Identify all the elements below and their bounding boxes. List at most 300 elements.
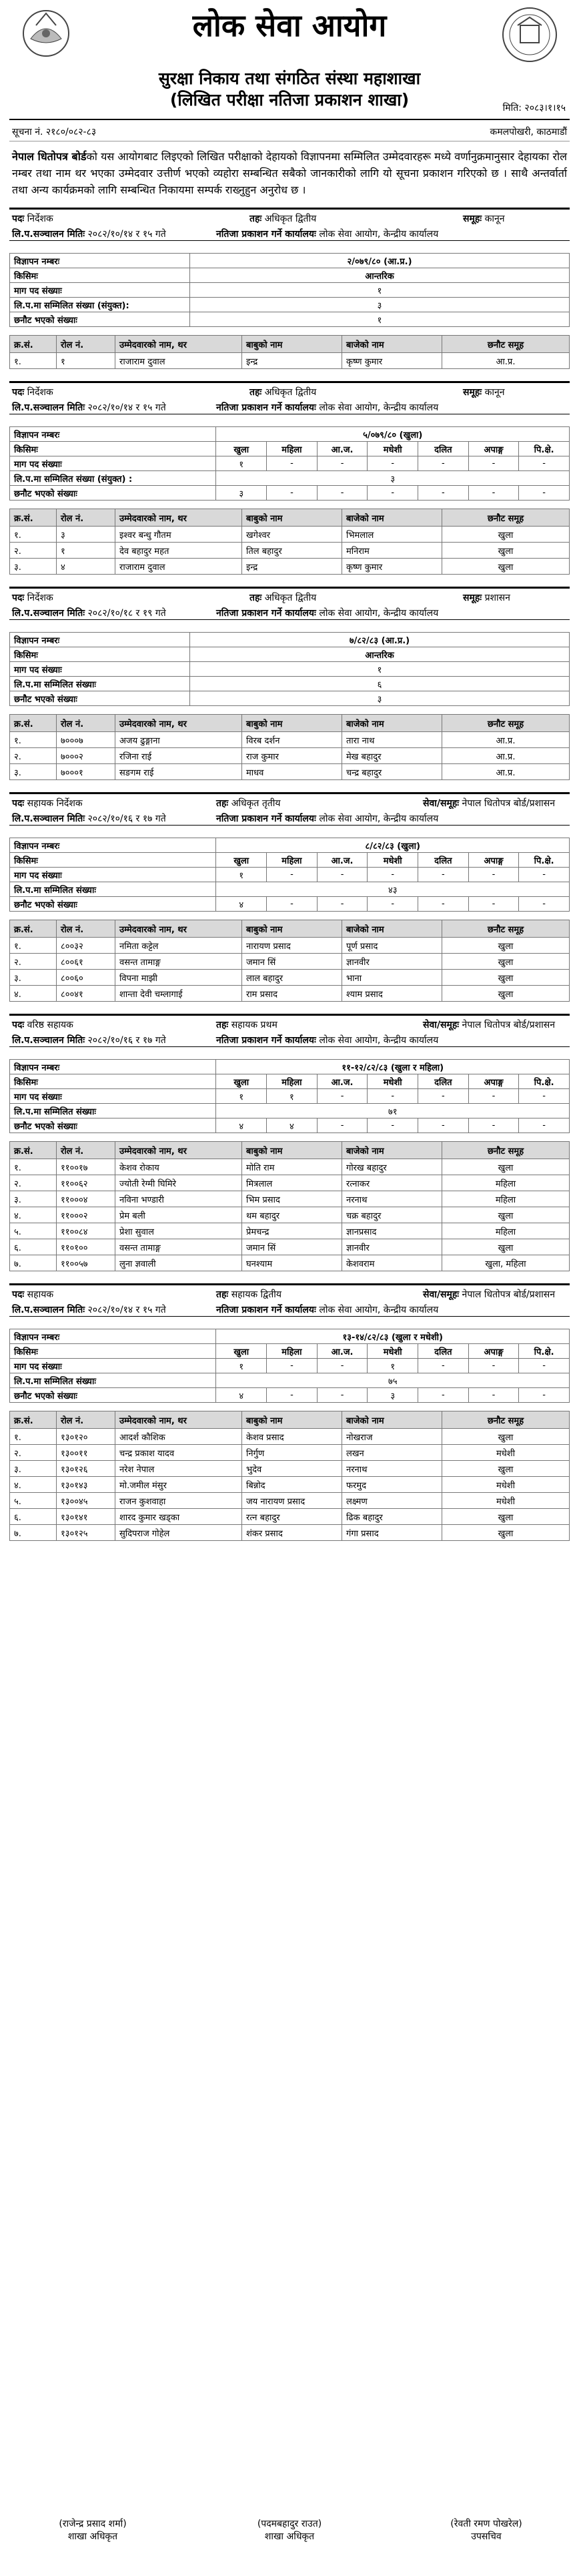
demand-cell: - (317, 868, 368, 882)
candidate-cell: नोखराज (342, 1429, 442, 1445)
candidate-column-header: क्र.सं. (10, 336, 57, 353)
candidate-cell: आ.प्र. (442, 732, 570, 748)
candidate-cell: ४ (57, 559, 115, 575)
candidate-cell: खुला (442, 970, 570, 986)
result-sections (9, 208, 570, 1541)
candidate-cell: खुला, महिला (442, 1255, 570, 1271)
selected-cell: - (317, 1118, 368, 1133)
commission-logo-icon (496, 5, 563, 64)
quota-header: मधेशी (368, 442, 418, 456)
candidate-table (9, 509, 570, 575)
notice-place: कमलपोखरी, काठमाडौं (490, 127, 567, 137)
candidate-column-header: उम्मेदवारको नाम, थर (115, 1411, 242, 1429)
candidate-cell: खुला (442, 954, 570, 970)
candidate-column-header: बाबुको नाम (242, 1411, 342, 1429)
office-label: नतिजा प्रकाशन गर्ने कार्यालयः (216, 608, 316, 619)
exam-date-value: २०८२/१०/१४ र १५ गते (87, 229, 166, 240)
candidate-cell: २. (10, 748, 57, 764)
quota-header: पि.क्षे. (519, 1344, 570, 1359)
included-label: लि.प.मा सम्मिलित संख्या (संयुक्त) : (10, 471, 216, 486)
table-row (10, 1255, 570, 1271)
selected-value: ३ (190, 691, 570, 706)
demand-cell: - (418, 456, 469, 471)
office-label: नतिजा प्रकाशन गर्ने कार्यालयः (216, 814, 316, 824)
candidate-cell: केशव रोकाय (115, 1159, 242, 1175)
selected-cell: - (519, 1388, 570, 1403)
candidate-cell: मनिराम (342, 543, 442, 559)
candidate-cell: खगेश्वर (242, 527, 342, 543)
type-label: किसिमः (10, 853, 216, 868)
candidate-cell: १३०१२६ (57, 1461, 115, 1477)
demand-label: माग पद संख्याः (10, 1089, 216, 1104)
adv-no-label: विज्ञापन नम्बरः (10, 633, 190, 647)
quota-header: आ.ज. (317, 1074, 368, 1089)
candidate-cell: इन्द्र (242, 559, 342, 575)
candidate-cell: ११०१०० (57, 1239, 115, 1255)
candidate-cell: ३ (57, 527, 115, 543)
exam-date-value: २०८२/१०/१४ र १५ गते (87, 402, 166, 413)
candidate-cell: लाल बहादुर (242, 970, 342, 986)
candidate-cell: नारायण प्रसाद (242, 938, 342, 954)
table-row (10, 527, 570, 543)
demand-label: माग पद संख्याः (10, 662, 190, 677)
exam-date-value: २०८२/१०/१६ र १७ गते (87, 814, 166, 824)
candidate-cell: ७. (10, 1525, 57, 1541)
demand-cell: - (317, 456, 368, 471)
demand-cell: - (418, 1359, 469, 1373)
candidate-cell: मित्रलाल (242, 1175, 342, 1191)
post-line (9, 1014, 570, 1031)
candidate-cell: राजाराम दुवाल (115, 353, 242, 369)
selected-cell: - (468, 1118, 519, 1133)
selected-label: छनौट भएको संख्याः (10, 691, 190, 706)
candidate-cell: १ (57, 353, 115, 369)
candidate-cell: १. (10, 938, 57, 954)
post-label: पदः (12, 798, 25, 809)
post-value: सहायक (27, 1289, 54, 1300)
exam-date-label: लि.प.सञ्चालन मितिः (12, 1305, 85, 1315)
candidate-cell: ८००६१ (57, 954, 115, 970)
candidate-cell: महिला (442, 1191, 570, 1207)
type-value: आन्तरिक (365, 271, 394, 282)
table-row (10, 1461, 570, 1477)
candidate-cell: ३. (10, 559, 57, 575)
demand-cell: - (519, 1359, 570, 1373)
candidate-cell: ७०००७ (57, 732, 115, 748)
signature-block (9, 2517, 570, 2543)
candidate-cell: नमिता कट्टेल (115, 938, 242, 954)
level-label: तहः (249, 214, 262, 224)
quota-header: दलित (418, 442, 469, 456)
candidate-cell: खुला (442, 1461, 570, 1477)
result-section (9, 1283, 570, 1541)
included-label: लि.प.मा सम्मिलित संख्याः (10, 1104, 216, 1118)
notice-body (9, 141, 570, 205)
exam-line (9, 398, 570, 414)
department-title: सुरक्षा निकाय तथा संगठित संस्था महाशाखा (158, 69, 421, 88)
candidate-cell: मधेशी (442, 1477, 570, 1493)
candidate-cell: रजिना राई (115, 748, 242, 764)
candidate-cell: खुला (442, 938, 570, 954)
demand-cell: - (519, 456, 570, 471)
candidate-cell: महिला (442, 1223, 570, 1239)
result-section (9, 381, 570, 575)
demand-cell: १ (267, 1089, 318, 1104)
candidate-cell: भिमलाल (342, 527, 442, 543)
demand-cell: १ (216, 1089, 267, 1104)
candidate-column-header: उम्मेदवारको नाम, थर (115, 715, 242, 732)
candidate-column-header: उम्मेदवारको नाम, थर (115, 509, 242, 527)
candidate-cell: ३. (10, 1461, 57, 1477)
included-label: लि.प.मा सम्मिलित संख्याः (10, 1373, 216, 1388)
selected-value: १ (190, 312, 570, 327)
candidate-cell: माधव (242, 764, 342, 780)
exam-date-value: २०८२/१०/१४ र १५ गते (87, 1305, 166, 1315)
candidate-cell: लक्ष्मण (342, 1493, 442, 1509)
candidate-cell: चन्द्र प्रकाश यादव (115, 1445, 242, 1461)
candidate-column-header: छनौट समूह (442, 715, 570, 732)
candidate-cell: खुला (442, 559, 570, 575)
selected-cell: ३ (216, 486, 267, 501)
candidate-cell: आ.प्र. (442, 353, 570, 369)
candidate-column-header: क्र.सं. (10, 920, 57, 938)
office-label: नतिजा प्रकाशन गर्ने कार्यालयः (216, 1305, 316, 1315)
candidate-cell: २. (10, 1445, 57, 1461)
candidate-cell: आ.प्र. (442, 764, 570, 780)
signatory-name: (पदमबहादुर राउत) (257, 2519, 322, 2529)
demand-label: माग पद संख्याः (10, 456, 216, 471)
table-row (10, 938, 570, 954)
candidate-cell: रत्न बहादुर (242, 1509, 342, 1525)
exam-date-label: लि.प.सञ्चालन मितिः (12, 229, 85, 240)
demand-cell: - (468, 456, 519, 471)
candidate-cell: नविना भण्डारी (115, 1191, 242, 1207)
post-value: निर्देशक (27, 387, 53, 398)
exam-line (9, 225, 570, 241)
adv-no-value: ७/८२/८३ (आ.प्र.) (349, 635, 410, 646)
demand-label: माग पद संख्याः (10, 283, 190, 298)
candidate-cell: आ.प्र. (442, 748, 570, 764)
level-label: तहः (216, 1020, 229, 1030)
result-section (9, 587, 570, 780)
post-value: निर्देशक (27, 214, 53, 224)
candidate-column-header: रोल नं. (57, 1411, 115, 1429)
adv-no-value: ८/८२/८३ (खुला) (365, 841, 420, 852)
level-value: अधिकृत द्वितीय (264, 214, 317, 224)
selected-cell: - (418, 486, 469, 501)
adv-no-value: १३-१४/८२/८३ (खुला र मधेशी) (342, 1332, 443, 1343)
demand-label: माग पद संख्याः (10, 1359, 216, 1373)
candidate-column-header: बाजेको नाम (342, 920, 442, 938)
group-value: कानून (484, 214, 505, 224)
post-label: पदः (12, 1020, 25, 1030)
candidate-column-header: बाजेको नाम (342, 509, 442, 527)
office-value: लोक सेवा आयोग, केन्द्रीय कार्यालय (319, 1035, 439, 1046)
table-row (10, 986, 570, 1002)
post-value: सहायक निर्देशक (27, 798, 83, 809)
candidate-cell: फरमुद (342, 1477, 442, 1493)
candidate-cell: खुला (442, 1525, 570, 1541)
post-line (9, 208, 570, 225)
advertisement-table (9, 1329, 570, 1403)
table-row (10, 1477, 570, 1493)
office-label: नतिजा प्रकाशन गर्ने कार्यालयः (216, 402, 316, 413)
candidate-cell: रत्नाकर (342, 1175, 442, 1191)
candidate-cell: ३. (10, 970, 57, 986)
candidate-cell: ३. (10, 1191, 57, 1207)
table-row (10, 748, 570, 764)
quota-header: दलित (418, 1344, 469, 1359)
quota-header: दलित (418, 1074, 469, 1089)
candidate-cell: मोति राम (242, 1159, 342, 1175)
table-row (10, 954, 570, 970)
candidate-cell: गोरख बहादुर (342, 1159, 442, 1175)
demand-cell: - (418, 868, 469, 882)
candidate-cell: नरनाथ (342, 1461, 442, 1477)
candidate-cell: सङगम राई (115, 764, 242, 780)
selected-cell: - (468, 486, 519, 501)
candidate-cell: ६. (10, 1509, 57, 1525)
candidate-cell: अजय ढुङ्गाना (115, 732, 242, 748)
type-label: किसिमः (10, 442, 216, 456)
signatory-1 (9, 2517, 176, 2543)
selected-cell: - (519, 897, 570, 912)
post-line (9, 792, 570, 810)
post-label: पदः (12, 1289, 25, 1300)
table-row (10, 1191, 570, 1207)
candidate-cell: विरब दर्शन (242, 732, 342, 748)
candidate-cell: खुला (442, 543, 570, 559)
quota-header: मधेशी (368, 1074, 418, 1089)
candidate-cell: केशव प्रसाद (242, 1429, 342, 1445)
candidate-cell: खुला (442, 527, 570, 543)
demand-cell: १ (216, 868, 267, 882)
type-label: किसिमः (10, 1074, 216, 1089)
advertisement-table (9, 426, 570, 501)
adv-no-label: विज्ञापन नम्बरः (10, 427, 216, 442)
org-title: लोक सेवा आयोग (192, 7, 387, 43)
candidate-cell: २. (10, 543, 57, 559)
table-row (10, 764, 570, 780)
selected-label: छनौट भएको संख्याः (10, 486, 216, 501)
signatory-name: (रेवती रमण पोखरेल) (450, 2519, 522, 2529)
signatory-title: शाखा अधिकृत (67, 2531, 118, 2542)
candidate-cell: थम बहादुर (242, 1207, 342, 1223)
quota-header: आ.ज. (317, 1344, 368, 1359)
quota-header: खुला (216, 853, 267, 868)
exam-line (9, 604, 570, 620)
adv-no-label: विज्ञापन नम्बरः (10, 1329, 216, 1344)
candidate-cell: १. (10, 353, 57, 369)
level-value: अधिकृत द्वितीय (264, 593, 317, 603)
signatory-3 (403, 2517, 570, 2543)
exam-date-label: लि.प.सञ्चालन मितिः (12, 402, 85, 413)
level-value: अधिकृत तृतीय (231, 798, 281, 809)
candidate-cell: मेख बहादुर (342, 748, 442, 764)
candidate-cell: महिला (442, 1175, 570, 1191)
candidate-cell: १३०१२५ (57, 1525, 115, 1541)
quota-header: आ.ज. (317, 853, 368, 868)
candidate-cell: १. (10, 732, 57, 748)
candidate-cell: ८००४१ (57, 986, 115, 1002)
table-row (10, 1509, 570, 1525)
advertisement-table (9, 1059, 570, 1133)
candidate-table (9, 920, 570, 1002)
table-row (10, 970, 570, 986)
candidate-column-header: क्र.सं. (10, 509, 57, 527)
signatory-2 (206, 2517, 373, 2543)
candidate-cell: जय नारायण प्रसाद (242, 1493, 342, 1509)
quota-header: मधेशी (368, 853, 418, 868)
type-value: आन्तरिक (365, 650, 394, 661)
candidate-cell: १. (10, 1159, 57, 1175)
demand-cell: - (368, 868, 418, 882)
post-line (9, 381, 570, 398)
level-value: सहायक प्रथम (231, 1020, 277, 1030)
selected-cell: - (267, 897, 318, 912)
candidate-cell: ज्ञानवीर (342, 1239, 442, 1255)
candidate-cell: जमान सिं (242, 954, 342, 970)
quota-header: महिला (267, 442, 318, 456)
quota-header: अपाङ्ग (468, 853, 519, 868)
candidate-cell: राम प्रसाद (242, 986, 342, 1002)
included-value: ६ (190, 677, 570, 691)
selected-cell: ३ (368, 1388, 418, 1403)
table-row (10, 1175, 570, 1191)
candidate-cell: राजाराम दुवाल (115, 559, 242, 575)
selected-cell: - (317, 1388, 368, 1403)
group-value: नेपाल धितोपत्र बोर्ड/प्रशासन (462, 1289, 555, 1300)
candidate-cell: ११००१७ (57, 1159, 115, 1175)
candidate-cell: १३००११ (57, 1445, 115, 1461)
candidate-cell: १३०१२० (57, 1429, 115, 1445)
signatory-name: (राजेन्द्र प्रसाद शर्मा) (59, 2519, 127, 2529)
included-value: ३ (216, 471, 570, 486)
office-label: नतिजा प्रकाशन गर्ने कार्यालयः (216, 229, 316, 240)
candidate-cell: केशवराम (342, 1255, 442, 1271)
table-row (10, 1493, 570, 1509)
candidate-column-header: बाजेको नाम (342, 715, 442, 732)
type-label: किसिमः (10, 647, 190, 662)
type-label: किसिमः (10, 268, 190, 283)
signatory-title: शाखा अधिकृत (264, 2531, 315, 2542)
exam-date-label: लि.प.सञ्चालन मितिः (12, 1035, 85, 1046)
adv-no-label: विज्ञापन नम्बरः (10, 1060, 216, 1074)
quota-header: अपाङ्ग (468, 1074, 519, 1089)
candidate-cell: ७०००२ (57, 748, 115, 764)
post-label: पदः (12, 593, 25, 603)
demand-cell: १ (368, 1359, 418, 1373)
demand-cell: - (519, 868, 570, 882)
candidate-table (9, 1411, 570, 1541)
quota-header: दलित (418, 853, 469, 868)
candidate-cell: ६. (10, 1239, 57, 1255)
selected-cell: - (468, 1388, 519, 1403)
candidate-cell: लुना ज्ञवाली (115, 1255, 242, 1271)
included-label: लि.प.मा सम्मिलित संख्या (संयुक्त): (10, 298, 190, 312)
quota-header: आ.ज. (317, 442, 368, 456)
candidate-cell: १. (10, 527, 57, 543)
advertisement-table (9, 632, 570, 706)
group-label: समूहः (463, 387, 482, 398)
demand-cell: - (368, 456, 418, 471)
candidate-cell: तिल बहादुर (242, 543, 342, 559)
demand-cell: - (267, 1359, 318, 1373)
candidate-cell: निर्गुण (242, 1445, 342, 1461)
selected-cell: - (368, 897, 418, 912)
candidate-column-header: रोल नं. (57, 920, 115, 938)
table-row (10, 1207, 570, 1223)
candidate-cell: १३०१४३ (57, 1477, 115, 1493)
group-label: सेवा/समूहः (423, 798, 460, 809)
candidate-cell: विपना माझी (115, 970, 242, 986)
selected-cell: ४ (216, 1118, 267, 1133)
demand-cell: १ (216, 456, 267, 471)
type-label: किसिमः (10, 1344, 216, 1359)
group-label: सेवा/समूहः (423, 1289, 460, 1300)
table-row (10, 732, 570, 748)
notice-board-name: नेपाल धितोपत्र बोर्ड (12, 150, 87, 163)
group-label: सेवा/समूहः (423, 1020, 460, 1030)
result-section (9, 792, 570, 1002)
candidate-cell: खुला (442, 986, 570, 1002)
selected-cell: - (267, 486, 318, 501)
quota-header: अपाङ्ग (468, 442, 519, 456)
quota-header: अपाङ्ग (468, 1344, 519, 1359)
table-row (10, 543, 570, 559)
candidate-table (9, 335, 570, 369)
candidate-cell: ११००८४ (57, 1223, 115, 1239)
level-label: तहः (216, 1289, 229, 1300)
notice-date: मिति: २०८३।१।१५ (502, 103, 566, 113)
candidate-cell: ११००५७ (57, 1255, 115, 1271)
candidate-column-header: क्र.सं. (10, 1411, 57, 1429)
level-label: तहः (249, 593, 262, 603)
table-row (10, 559, 570, 575)
candidate-cell: देव बहादुर महत (115, 543, 242, 559)
candidate-cell: ११०००४ (57, 1191, 115, 1207)
included-value: ४३ (216, 882, 570, 897)
exam-line (9, 1301, 570, 1317)
candidate-column-header: क्र.सं. (10, 715, 57, 732)
letterhead (9, 0, 570, 120)
office-value: लोक सेवा आयोग, केन्द्रीय कार्यालय (319, 814, 439, 824)
quota-header: खुला (216, 1074, 267, 1089)
group-value: नेपाल धितोपत्र बोर्ड/प्रशासन (462, 798, 555, 809)
adv-no-value: २/०७९/८० (आ.प्र.) (347, 256, 412, 267)
selected-cell: - (418, 897, 469, 912)
demand-cell: - (267, 456, 318, 471)
candidate-column-header: रोल नं. (57, 336, 115, 353)
group-value: प्रशासन (484, 593, 510, 603)
candidate-cell: मधेशी (442, 1445, 570, 1461)
selected-cell: - (519, 486, 570, 501)
table-row (10, 1239, 570, 1255)
selected-label: छनौट भएको संख्याः (10, 1118, 216, 1133)
candidate-column-header: छनौट समूह (442, 920, 570, 938)
candidate-cell: खुला (442, 1239, 570, 1255)
included-value: ७१ (216, 1104, 570, 1118)
demand-cell: - (267, 868, 318, 882)
candidate-cell: खुला (442, 1159, 570, 1175)
candidate-cell: ७. (10, 1255, 57, 1271)
selected-cell: - (468, 897, 519, 912)
adv-no-value: ५/०७९/८० (खुला) (363, 430, 423, 440)
candidate-column-header: बाजेको नाम (342, 1142, 442, 1159)
candidate-cell: ८००३२ (57, 938, 115, 954)
notice-number: सूचना नं. २१८०/०८२-८३ (12, 127, 97, 137)
candidate-cell: चन्द्र बहादुर (342, 764, 442, 780)
